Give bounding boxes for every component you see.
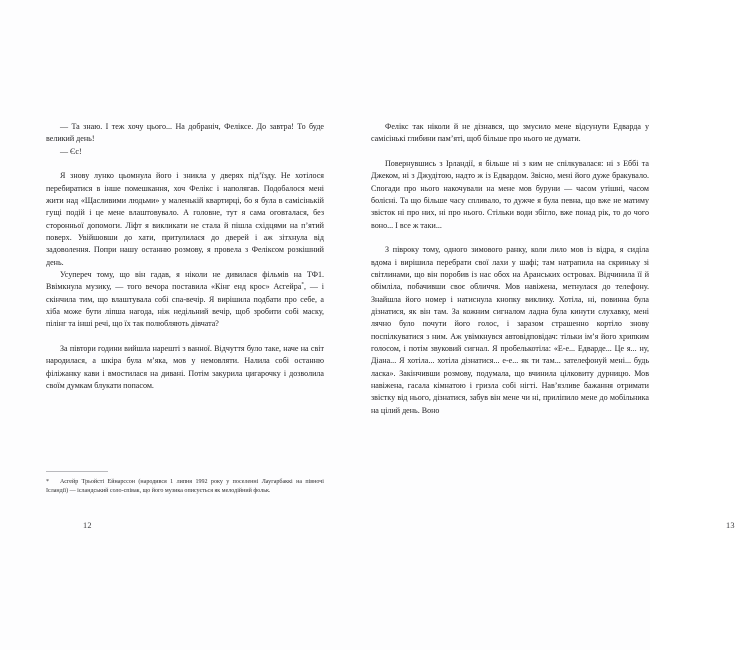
paragraph-text-before-ref: Усупереч тому, що він гадав, я ніколи не дивилася фільмів на ТФ1. Ввімкнула музику, — того вечора поставила «Кінг енд крос» Асгейра bbox=[46, 270, 324, 292]
footnote-marker: * bbox=[46, 479, 50, 485]
footnote-separator-rule bbox=[46, 471, 108, 472]
paragraph: Повернувшись з Ірландії, я більше ні з ким не спілкувалася: ні з Еббі та Джеком, ні з Джудітою, надто ж із Едвардом. Звісно, мені його дуже бракувало. Спогади про нього накочували на мене мов буруни — часом утішні, часом болісні. Та що більше часу спливало, то дужче я була певна, що вже не матиму звісток ні про них, ні про нього. Стільки води збігло, вже понад рік, то до чого воно... І все ж таки... bbox=[371, 158, 649, 230]
right-page bbox=[325, 0, 735, 650]
footnote-block bbox=[46, 471, 324, 496]
paragraph: Фелікс так ніколи й не дізнався, що змусило мене відсунути Едварда у самісінькі глибини пам’яті, щоб більше про нього не думати. bbox=[371, 122, 649, 144]
footnote-reference-icon[interactable]: * bbox=[301, 281, 305, 288]
right-page-content bbox=[325, 0, 735, 650]
paragraph: За півтори години вийшла нарешті з ванної. Відчуття було таке, наче на світ народилася, а шкіра була м’яка, мов у немовляти. Налила собі останню філіжанку кави і вмостилася на дивані. Потім закурила цигарочку і дозволила своїм думкам блукати попасом. bbox=[46, 344, 324, 391]
left-page bbox=[0, 0, 325, 650]
left-page-text-column bbox=[46, 121, 324, 392]
right-page-text-column bbox=[371, 121, 649, 417]
paragraph: — Та знаю. І теж хочу цього... На добраніч, Феліксе. До завтра! То буде великий день! bbox=[46, 122, 324, 144]
paragraph-text-after-ref: , — і скінчила тим, що влаштувала собі спа-вечір. Я вирішила подбати про себе, а хіба може бути ліпша нагода, ніж недільний вечір, щоб зробити собі маску, пілінг та інші речі, що їх так полюбляють дівчата? bbox=[46, 282, 324, 329]
left-page-content bbox=[0, 0, 325, 650]
page-number-right: 13 bbox=[726, 521, 735, 530]
paragraph-with-footnote-ref bbox=[46, 269, 324, 331]
footnote-text: Асгейр Трьойсті Ейнарссон (народився 1 липня 1992 року у поселенні Лаугарбаккі на півночі Ісландії) — ісландський соло-співак, що його музика описується як мелодійний фольк. bbox=[46, 479, 324, 494]
paragraph: — Єс! bbox=[60, 146, 82, 156]
paragraph: З півроку тому, одного зимового ранку, коли лило мов із відра, я сиділа вдома і вирішила перебрати свої лахи у шафі; там натрапила на скриньку зі світлинами, що він поробив із нас обох на Аранських островах. Відчинила її й обімліла, побачивши своє обличчя. Мов навіжена, метнулася до телефону. Знайшла його номер і натиснула кнопку виклику. Хотіла, ні, повинна була дізнатися, як він там. За кожним сигналом ладна була кинути слухавку, мені лячно було почути його голос, і заразом страшенно кортіло знову поспілкуватися з ним. Аж увімкнувся автовідповідач: тільки ім’я його хрипким голосом, і потім звуковий сигнал. Я пробелькотіла: «Е-е... Едварде... Це я... ну, Діана... Я хотіла... хотіла дізнатися... е-е... як ти там... зателефонуй мені... будь ласка». Закінчивши розмову, подумала, що вчинила цілковиту дурницю. Мов навіжена, гасала кімнатою і гризла собі нігті. Нав’язливе бажання отримати звістку від нього, дізнатися, забув він мене чи ні, приліпило мене до мобільника на цілий день. Воно bbox=[371, 245, 649, 415]
footnote-body bbox=[46, 478, 324, 496]
paragraph: Я знову лунко цьомнула його і зникла у дверях під’їзду. Не хотілося перебиратися в інше помешкання, хоч Фелікс і наполягав. Подобалося мені жити над «Щасливими людьми» у маленькій квартирці, бо я була в самісінькій гущі подій і це мене влаштовувало. А головне, тут я сама оговталася, без сторонньої допомоги. Ліфт я викликати не стала й пішла східцями на п’ятий поверх. Увійшовши до хати, притулилася до дверей і аж зітхнула від задоволення. Попри нашу останню розмову, я провела з Феліксом розкішний день. bbox=[46, 171, 324, 267]
page-number-left: 12 bbox=[83, 521, 92, 530]
